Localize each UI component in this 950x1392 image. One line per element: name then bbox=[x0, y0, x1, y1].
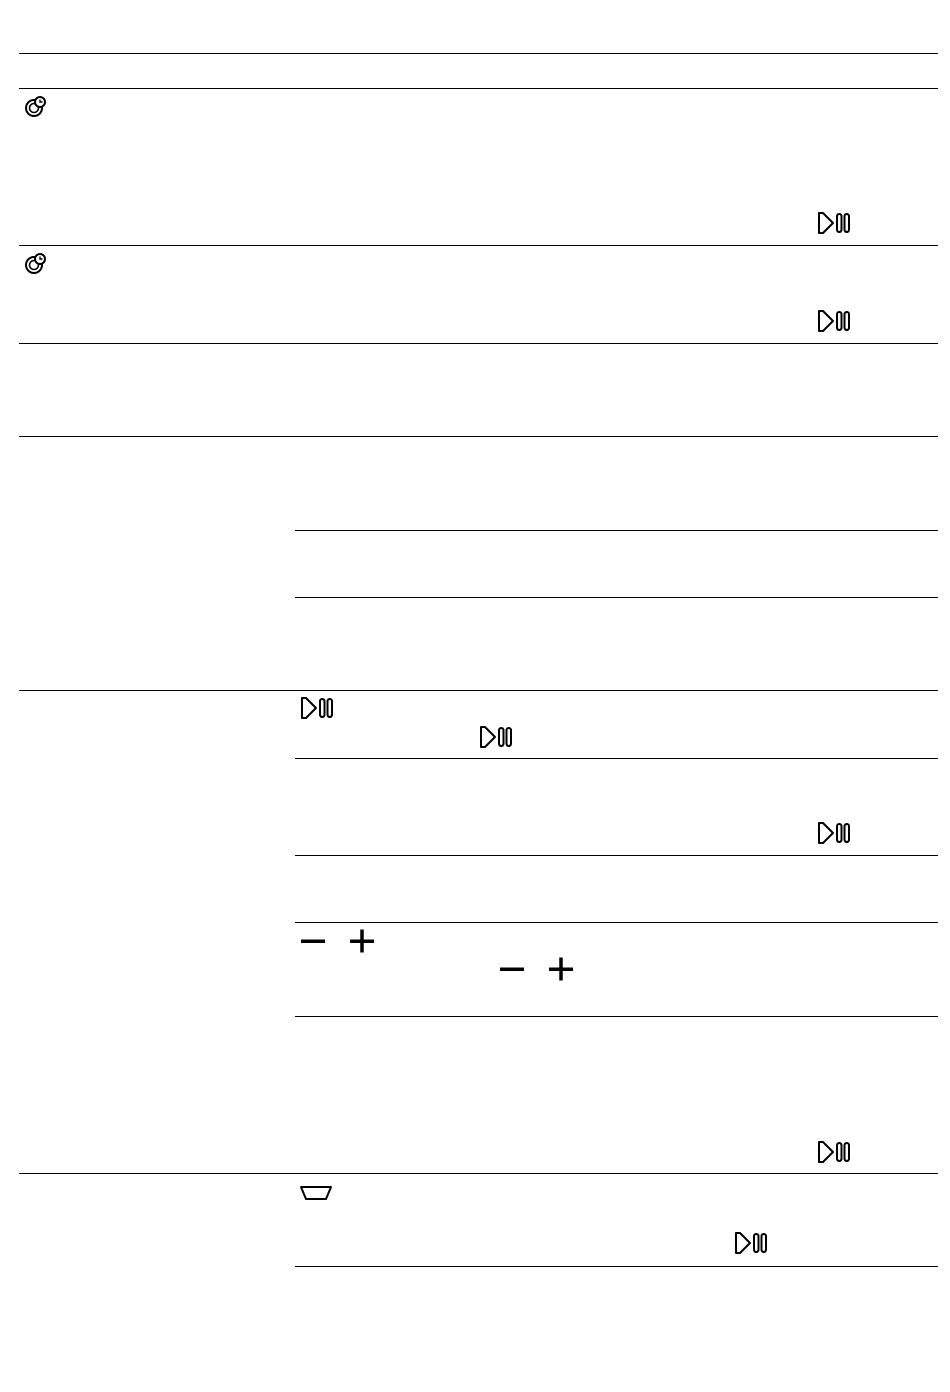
plus-icon bbox=[548, 957, 574, 981]
start-pause-icon bbox=[817, 211, 851, 235]
start-pause-icon bbox=[817, 821, 851, 845]
remote-start-icon bbox=[24, 95, 50, 119]
start-pause-icon bbox=[817, 309, 851, 333]
start-pause-icon bbox=[817, 1140, 851, 1164]
plus-icon bbox=[349, 929, 375, 953]
start-pause-icon bbox=[479, 725, 513, 749]
row-divider bbox=[19, 343, 938, 344]
table-header-rule bbox=[19, 88, 938, 89]
sub-row-divider bbox=[295, 1266, 938, 1267]
minus-icon bbox=[499, 957, 525, 981]
row-divider bbox=[19, 690, 938, 691]
start-pause-icon bbox=[734, 1231, 768, 1255]
sub-row-divider bbox=[295, 855, 938, 856]
drum-icon bbox=[299, 1184, 333, 1202]
minus-icon bbox=[300, 929, 326, 953]
table-top-rule bbox=[19, 53, 938, 54]
row-divider bbox=[19, 245, 938, 246]
sub-row-divider bbox=[295, 758, 938, 759]
remote-start-icon bbox=[24, 252, 50, 276]
sub-row-divider bbox=[295, 922, 938, 923]
row-divider bbox=[19, 1173, 938, 1174]
row-divider bbox=[19, 436, 938, 437]
start-pause-icon bbox=[300, 696, 334, 720]
sub-row-divider bbox=[295, 1016, 938, 1017]
sub-row-divider bbox=[295, 597, 938, 598]
sub-row-divider bbox=[295, 530, 938, 531]
